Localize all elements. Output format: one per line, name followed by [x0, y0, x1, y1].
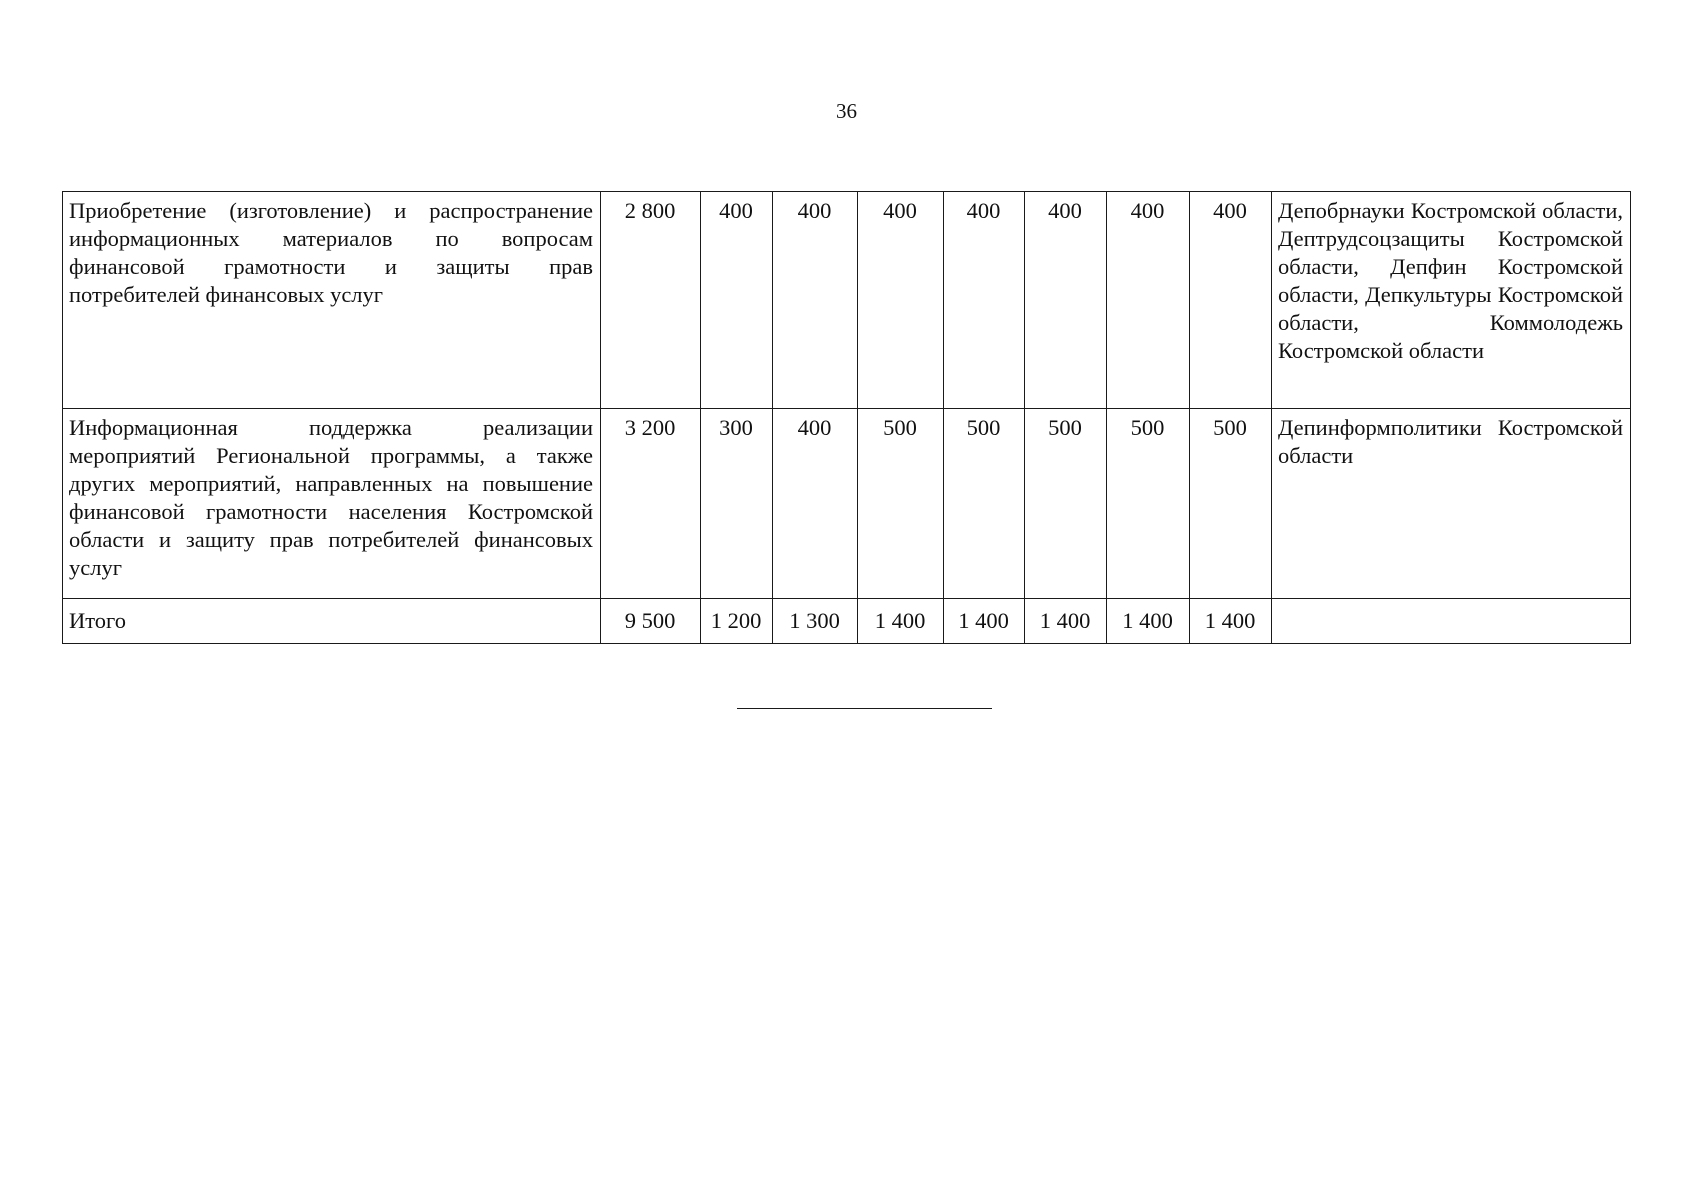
year-value: 500 [944, 409, 1025, 599]
year-total: 1 300 [773, 599, 858, 644]
year-value: 400 [1107, 192, 1190, 409]
year-value: 400 [773, 409, 858, 599]
year-value: 400 [1025, 192, 1107, 409]
budget-table [62, 191, 1631, 644]
year-total: 1 200 [701, 599, 773, 644]
year-value: 400 [1190, 192, 1272, 409]
responsible-agencies: Депобрнауки Костромской области, Дептрудсоцзащиты Костромской области, Депфин Костромской области, Депкультуры Костромской области, Коммолодежь Костромской области [1272, 192, 1631, 409]
total-responsible [1272, 599, 1631, 644]
year-value: 400 [944, 192, 1025, 409]
activity-description: Приобретение (изготовление) и распространение информационных материалов по вопросам финансовой грамотности и защиты прав потребителей финансовых услуг [63, 192, 601, 409]
total-row [63, 599, 1631, 644]
year-value: 400 [701, 192, 773, 409]
end-of-document-rule [737, 708, 992, 709]
responsible-agencies: Депинформполитики Костромской области [1272, 409, 1631, 599]
year-total: 1 400 [1107, 599, 1190, 644]
year-value: 400 [773, 192, 858, 409]
grand-total: 9 500 [601, 599, 701, 644]
year-value: 300 [701, 409, 773, 599]
page-number: 36 [836, 99, 857, 123]
year-total: 1 400 [858, 599, 944, 644]
activity-total: 3 200 [601, 409, 701, 599]
year-value: 500 [858, 409, 944, 599]
table-row [63, 409, 1631, 599]
year-value: 500 [1025, 409, 1107, 599]
year-value: 500 [1107, 409, 1190, 599]
activity-total: 2 800 [601, 192, 701, 409]
year-total: 1 400 [944, 599, 1025, 644]
activity-description: Информационная поддержка реализации мероприятий Региональной программы, а также других мероприятий, направленных на повышение финансовой грамотности населения Костромской области и защиту прав потребителей финансовых услуг [63, 409, 601, 599]
table-row [63, 192, 1631, 409]
year-total: 1 400 [1190, 599, 1272, 644]
year-value: 400 [858, 192, 944, 409]
year-value: 500 [1190, 409, 1272, 599]
total-label: Итого [63, 599, 601, 644]
year-total: 1 400 [1025, 599, 1107, 644]
